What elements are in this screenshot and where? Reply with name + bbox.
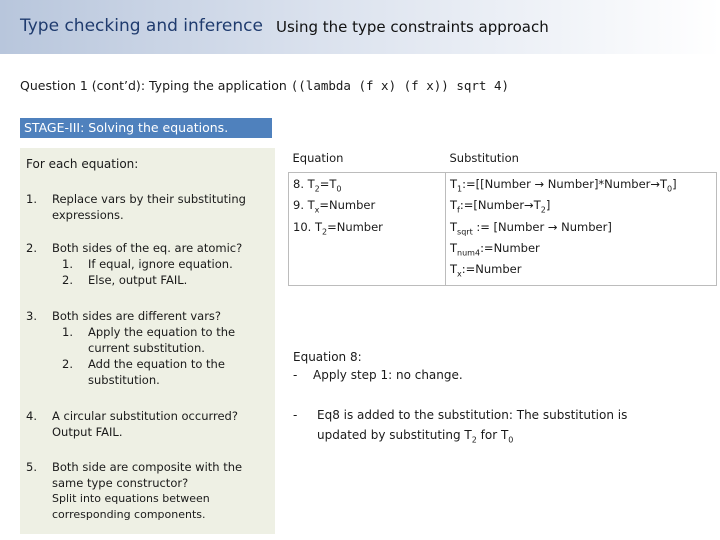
- steps-heading: For each equation:: [26, 157, 139, 171]
- equation-8-step: Apply step 1: no change.: [313, 368, 463, 382]
- step-number: 3.: [26, 309, 37, 323]
- step-text: Both side are composite with the same type constructor?: [52, 460, 243, 490]
- substitution-row: $T_1:=[[Number$ → $Number]*Number\to T_0$]: [450, 177, 677, 194]
- equation-8-title: Equation 8:: [293, 350, 362, 364]
- substep: 1. If equal, ignore equation.: [62, 257, 233, 271]
- step-text-detail: Split into equations between corresponding components.: [52, 492, 210, 521]
- question-code: ((lambda (f x) (f x)) sqrt 4): [290, 78, 509, 93]
- equation-row: 8. $T_2=T_0$: [293, 177, 342, 194]
- steps-panel: [20, 148, 275, 534]
- question-line: [20, 78, 509, 93]
- slide-subtitle: Using the type constraints approach: [276, 18, 549, 36]
- step-text: Both sides of the eq. are atomic?: [52, 241, 243, 255]
- stage-label: STAGE-III:: [24, 120, 85, 135]
- equations-cell: [289, 173, 446, 286]
- step-number: 4.: [26, 409, 37, 423]
- step-number: 2.: [26, 241, 37, 255]
- substitution-row: $T_x:=Number$: [450, 262, 522, 279]
- question-label: Question 1 (cont’d): Typing the application: [20, 78, 287, 93]
- stage-bar: [20, 118, 272, 138]
- substitution-row: $T_{sqrt}$ := [Number → Number]: [450, 219, 612, 236]
- equation-row: 10. $T_2=Number$: [293, 219, 383, 236]
- slide-title: Type checking and inference: [20, 16, 263, 36]
- substitution-row: $T_{num4}:=Number$: [450, 240, 540, 258]
- bullet-dash: -: [293, 368, 298, 382]
- step-text: Replace vars by their substituting expressions.: [52, 192, 246, 222]
- substitutions-cell: [446, 173, 717, 286]
- column-header-substitution: Substitution: [446, 148, 717, 173]
- equation-row: 9. $T_x=Number$: [293, 198, 376, 215]
- step-number: 1.: [26, 192, 37, 206]
- substep: 2. Add the equation to the substitution.: [62, 357, 225, 387]
- stage-text: Solving the equations.: [88, 120, 229, 135]
- equations-table: [288, 148, 717, 286]
- substitution-row: $T_f:=[Number\to T_2]$: [450, 198, 551, 215]
- step-text: Both sides are different vars?: [52, 309, 222, 323]
- equation-8-added-note: - Eq8 is added to the substitution: The substitution is updated by substituting $T_2$ for $T_0$: [293, 405, 673, 450]
- substep: 2. Else, output FAIL.: [62, 273, 188, 287]
- step-text: A circular substitution occurred? Output FAIL.: [52, 409, 238, 439]
- bullet-dash: -: [293, 408, 298, 422]
- equation-8-note: [293, 348, 463, 384]
- column-header-equation: Equation: [289, 148, 446, 173]
- substep: 1. Apply the equation to the current substitution.: [62, 325, 236, 355]
- step-number: 5.: [26, 460, 37, 474]
